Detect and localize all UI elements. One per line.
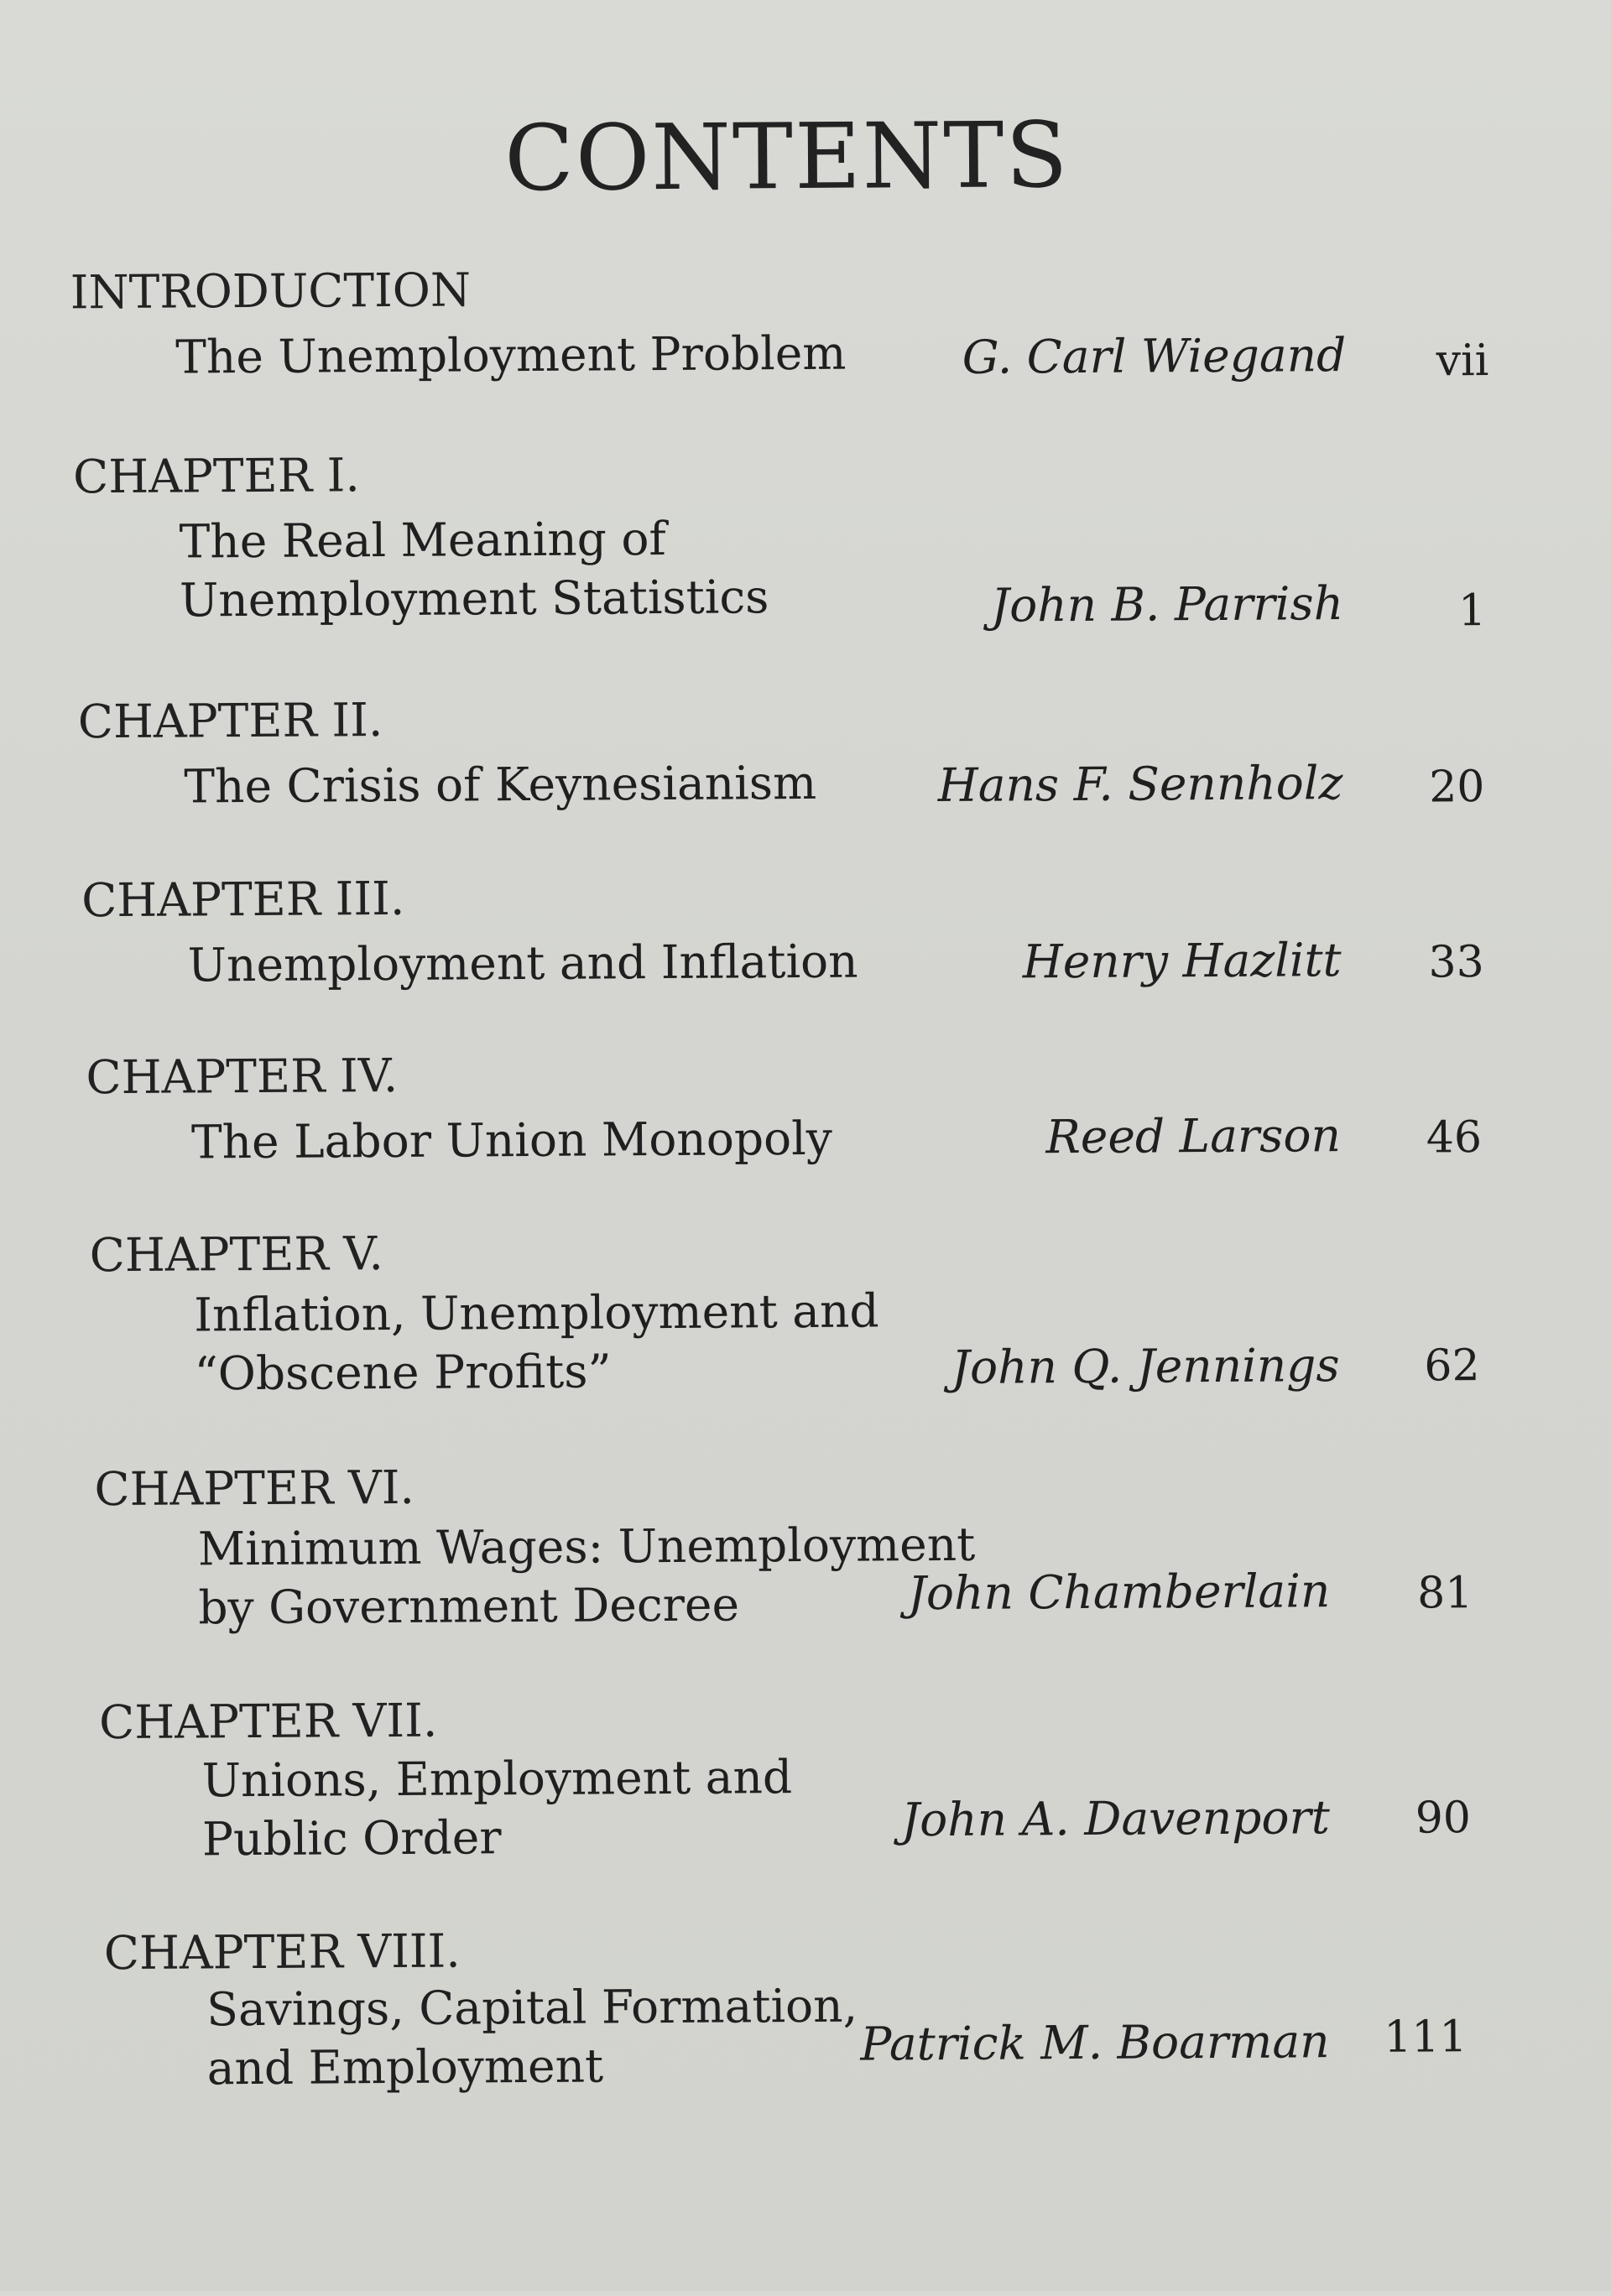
toc-entry-introduction: [0, 255, 1606, 387]
entry-page-number: vii: [1436, 336, 1489, 387]
toc-entry-chapter-2: [0, 685, 1608, 814]
entry-topic: The Crisis of Keynesianism: [184, 755, 817, 814]
entry-topic: Unions, Employment and Public Order: [201, 1750, 793, 1866]
entry-author: Reed Larson: [1045, 1108, 1342, 1164]
entry-page-number: 1: [1457, 586, 1487, 637]
entry-author: John A. Davenport: [900, 1790, 1331, 1847]
entry-author: John Chamberlain: [907, 1564, 1331, 1621]
entry-author: Patrick M. Boarman: [860, 2014, 1330, 2071]
entry-page-number: 90: [1415, 1793, 1472, 1844]
entry-author: John Q. Jennings: [951, 1338, 1340, 1394]
entry-topic: Unemployment and Inflation: [187, 934, 858, 992]
entry-heading: CHAPTER VI.: [94, 1460, 415, 1517]
entry-author: Henry Hazlitt: [1022, 933, 1342, 989]
entry-author: John B. Parrish: [990, 576, 1344, 633]
entry-heading: CHAPTER I.: [72, 448, 361, 504]
toc-entry-chapter-8: [5, 1916, 1611, 2096]
toc-entry-chapter-1: [0, 440, 1607, 637]
toc-entry-chapter-5: [1, 1218, 1611, 1401]
entry-page-number: 62: [1424, 1341, 1480, 1392]
entry-topic: The Labor Union Monopoly: [190, 1111, 833, 1169]
entry-topic: The Real Meaning of Unemployment Statistics: [179, 512, 769, 627]
entry-heading: INTRODUCTION: [70, 263, 472, 320]
entry-topic: Inflation, Unemployment and “Obscene Profits”: [194, 1283, 879, 1401]
entry-heading: CHAPTER VIII.: [103, 1924, 461, 1981]
entry-topic: The Unemployment Problem: [175, 325, 847, 384]
entry-page-number: 81: [1416, 1568, 1473, 1619]
toc-entry-chapter-7: [3, 1685, 1611, 1866]
entry-page-number: 20: [1429, 762, 1485, 813]
entry-topic: Savings, Capital Formation, and Employment: [206, 1978, 858, 2096]
entry-heading: CHAPTER V.: [89, 1226, 384, 1283]
toc-entry-chapter-3: [0, 863, 1609, 992]
entry-topic: Minimum Wages: Unemployment by Government Decree: [197, 1517, 976, 1635]
entry-heading: CHAPTER IV.: [86, 1048, 399, 1105]
entry-page-number: 33: [1428, 937, 1484, 988]
toc-entry-chapter-6: [2, 1452, 1611, 1635]
entry-heading: CHAPTER VII.: [98, 1693, 438, 1750]
entry-heading: CHAPTER III.: [81, 871, 405, 928]
entry-heading: CHAPTER II.: [77, 693, 383, 749]
page-title: CONTENTS: [503, 103, 1070, 212]
entry-page-number: 46: [1426, 1112, 1483, 1164]
toc-entry-chapter-4: [0, 1040, 1610, 1169]
entry-author: Hans F. Sennholz: [937, 756, 1343, 813]
entry-author: G. Carl Wiegand: [962, 328, 1347, 384]
entry-page-number: 111: [1384, 2012, 1468, 2063]
